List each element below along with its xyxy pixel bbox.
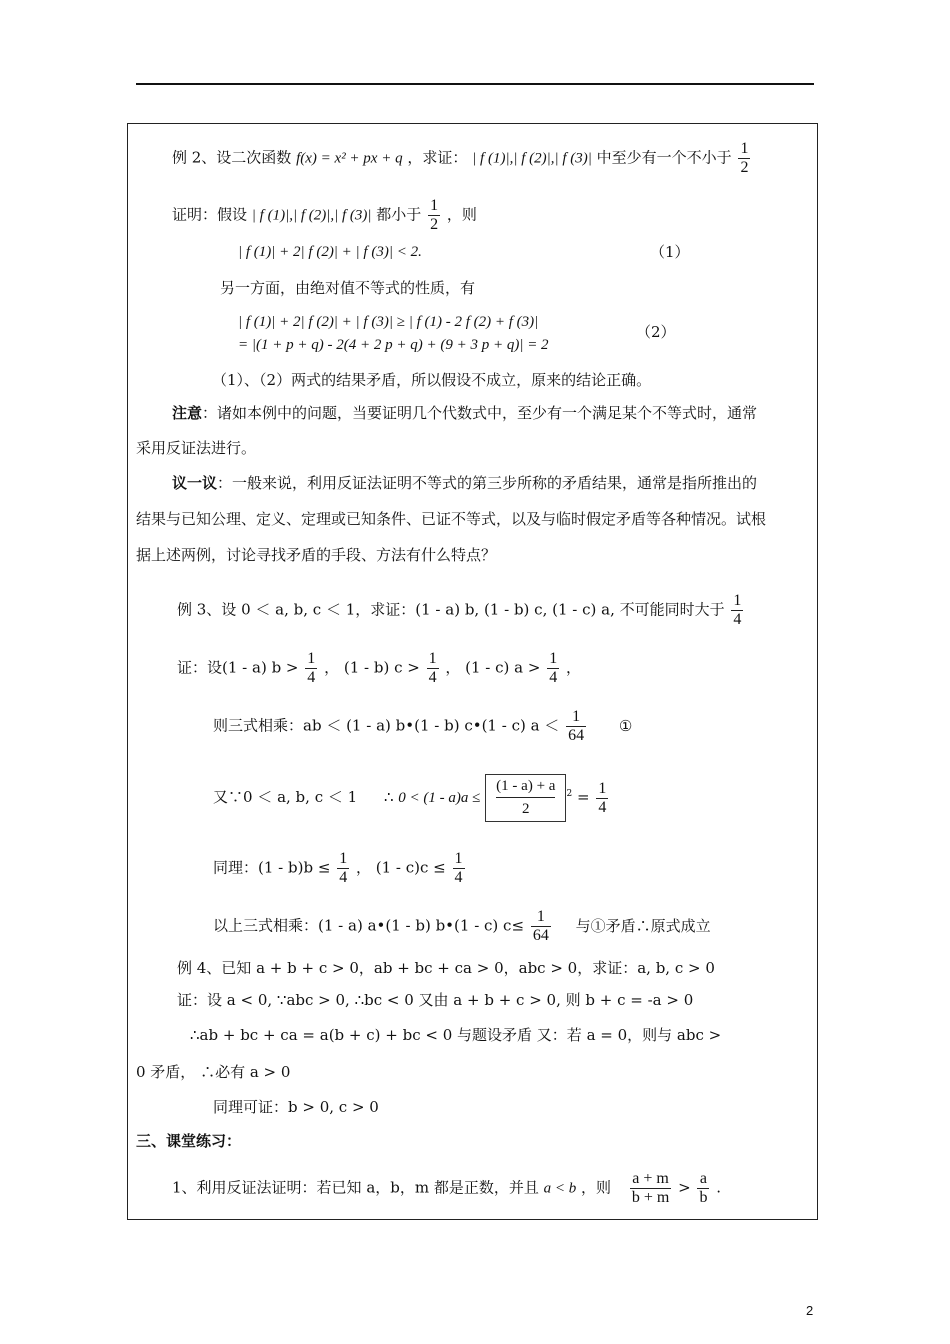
assume-end: ， bbox=[566, 658, 582, 677]
ex3-final bbox=[213, 908, 711, 945]
fraction-numerator: 1 bbox=[307, 650, 316, 667]
assume-2: ， (1 - b) c > bbox=[324, 658, 420, 677]
same-1: 同理：(1 - b)b ≤ bbox=[213, 858, 331, 877]
also-condition: 又∵0 ＜ a, b, c ＜ 1 bbox=[213, 788, 358, 806]
equals-sign: = bbox=[576, 788, 590, 806]
ex2-title bbox=[172, 140, 752, 177]
ex4-proof-3: 0 矛盾， ∴必有 a > 0 bbox=[136, 1063, 291, 1081]
ex4-proof-4: 同理可证：b > 0, c > 0 bbox=[213, 1098, 379, 1116]
fraction-half bbox=[428, 197, 440, 234]
discuss-line-1 bbox=[172, 473, 757, 493]
fraction-quarter bbox=[427, 650, 439, 687]
fraction-quarter bbox=[305, 650, 317, 687]
fraction-denominator: 2 bbox=[430, 216, 439, 233]
fraction-left bbox=[630, 1170, 671, 1207]
ex2-function: f(x) = x² + px + q bbox=[296, 150, 403, 167]
fraction-denominator: 4 bbox=[733, 611, 742, 628]
fraction-numerator: 1 bbox=[566, 708, 586, 727]
fraction-quarter bbox=[596, 780, 608, 817]
fraction-denominator: 4 bbox=[428, 669, 437, 686]
fraction-numerator: a + m bbox=[630, 1170, 671, 1189]
fraction-quarter bbox=[731, 592, 743, 629]
fraction-numerator: a bbox=[697, 1170, 709, 1189]
ex4-proof-1: 证：设 a < 0, ∵abc > 0, ∴bc < 0 又由 a + b + c > 0, 则 b + c = -a > 0 bbox=[177, 991, 694, 1009]
page-number: 2 bbox=[806, 1303, 814, 1318]
square-exponent: 2 bbox=[566, 789, 573, 799]
ex2-prove-label: ，求证： bbox=[407, 148, 468, 167]
multiply-text: 则三式相乘：ab ＜ (1 - a) b•(1 - b) c•(1 - c) a ＜ bbox=[213, 716, 560, 735]
fraction-denominator: 4 bbox=[598, 798, 607, 816]
fraction-numerator: 1 bbox=[531, 908, 551, 927]
fraction-denominator: 64 bbox=[532, 927, 549, 944]
proof-label: 证明：假设 bbox=[172, 205, 248, 224]
proof-then: ，则 bbox=[446, 205, 477, 224]
fraction-denominator: b bbox=[699, 1189, 708, 1206]
fraction-numerator: 1 bbox=[430, 197, 439, 214]
bracket-numerator: (1 - a) + a bbox=[496, 775, 555, 798]
ex2-title-text: 例 2、设二次函数 bbox=[172, 148, 292, 167]
same-2: ， (1 - c)c ≤ bbox=[355, 858, 446, 877]
greater-than: > bbox=[678, 1178, 691, 1197]
proof-abs-list: | f (1)|,| f (2)|,| f (3)| bbox=[251, 207, 372, 224]
fraction-denominator: 64 bbox=[568, 727, 585, 744]
inequality-2a: | f (1)| + 2| f (2)| + | f (3)| ≥ | f (1) - 2 f (2) + f (3)| bbox=[238, 314, 539, 330]
ex3-also bbox=[213, 774, 610, 822]
fraction-quarter bbox=[337, 850, 349, 887]
final-conclusion: 与①矛盾∴原式成立 bbox=[575, 916, 711, 935]
proof-less-than: 都小于 bbox=[376, 205, 422, 224]
bracket-denominator: 2 bbox=[522, 801, 530, 817]
note-text-1: ：诸如本例中的问题，当要证明几个代数式中，至少有一个满足某个不等式时，通常 bbox=[202, 404, 758, 422]
fraction-numerator: 1 bbox=[339, 850, 348, 867]
ex3-same bbox=[213, 850, 467, 887]
fraction-denominator: b + m bbox=[631, 1189, 670, 1206]
practice-q1-then: ，则 bbox=[581, 1178, 612, 1197]
also-inequality: 0 < (1 - a)a ≤ bbox=[398, 790, 481, 806]
circled-one: ① bbox=[618, 716, 633, 735]
fraction-right bbox=[697, 1170, 709, 1207]
equation-tag-1: （1） bbox=[650, 243, 690, 261]
fraction-denominator: 4 bbox=[307, 669, 316, 686]
fraction-denominator: 4 bbox=[549, 669, 558, 686]
period: . bbox=[716, 1178, 722, 1197]
ex3-title bbox=[177, 592, 745, 629]
discuss-label: 议一议 bbox=[172, 474, 218, 492]
practice-q1-text: 1、利用反证法证明：若已知 a，b，m 都是正数，并且 bbox=[172, 1178, 539, 1197]
inequality-1: | f (1)| + 2| f (2)| + | f (3)| < 2. bbox=[238, 244, 422, 260]
note-label: 注意 bbox=[172, 404, 203, 422]
fraction-sixtyfourth bbox=[566, 708, 586, 745]
fraction-numerator: 1 bbox=[454, 850, 463, 867]
equation-tag-2: （2） bbox=[636, 323, 676, 341]
fraction-quarter bbox=[453, 850, 465, 887]
fraction-numerator: 1 bbox=[598, 779, 607, 797]
ex3-assume bbox=[177, 650, 581, 687]
note-text-2: 采用反证法进行。 bbox=[136, 439, 257, 457]
inequality-2b: = |(1 + p + q) - 2(4 + 2 p + q) + (9 + 3 p + q)| = 2 bbox=[238, 337, 549, 353]
assume-1: 证：设(1 - a) b > bbox=[177, 658, 299, 677]
fraction-sixtyfourth bbox=[531, 908, 551, 945]
fraction-numerator: 1 bbox=[740, 140, 749, 157]
fraction-denominator: 2 bbox=[740, 159, 749, 176]
bracket-fraction bbox=[485, 774, 566, 822]
fraction-half bbox=[738, 140, 750, 177]
ex2-conclusion: （1）、（2）两式的结果矛盾，所以假设不成立，原来的结论正确。 bbox=[212, 371, 652, 389]
therefore-symbol: ∴ bbox=[383, 788, 394, 806]
assume-3: ， (1 - c) a > bbox=[445, 658, 541, 677]
ex4-proof-2: ∴ab + bc + ca = a(b + c) + bc < 0 与题设矛盾 又：若 a = 0，则与 abc > bbox=[190, 1026, 722, 1044]
final-product: 以上三式相乘：(1 - a) a•(1 - b) b•(1 - c) c≤ bbox=[213, 916, 525, 935]
ex2-other-hand: 另一方面，由绝对值不等式的性质，有 bbox=[220, 279, 476, 297]
fraction-numerator: 1 bbox=[428, 650, 437, 667]
discuss-text-2: 结果与已知公理、定义、定理或已知条件、已证不等式，以及与临时假定矛盾等各种情况。试根 bbox=[136, 510, 767, 528]
header-rule bbox=[136, 83, 814, 85]
discuss-text-1: ：一般来说，利用反证法证明不等式的第三步所称的矛盾结果，通常是指所推出的 bbox=[217, 474, 758, 492]
fraction-quarter bbox=[547, 650, 559, 687]
fraction-numerator: 1 bbox=[733, 592, 742, 609]
note-line-1 bbox=[172, 403, 757, 423]
ex4-title: 例 4、已知 a + b + c > 0，ab + bc + ca > 0，abc > 0，求证：a, b, c > 0 bbox=[177, 959, 715, 977]
ex3-title-text: 例 3、设 0 ＜ a, b, c ＜ 1，求证：(1 - a) b, (1 - b) c, (1 - c) a, 不可能同时大于 bbox=[177, 600, 725, 619]
ex2-abs-list: | f (1)|,| f (2)|,| f (3)| bbox=[472, 150, 592, 167]
practice-q1-condition: a < b bbox=[543, 1180, 577, 1197]
ex2-claim-text: 中至少有一个不小于 bbox=[596, 148, 732, 167]
fraction-denominator: 4 bbox=[339, 869, 348, 886]
ex2-proof-start bbox=[172, 197, 477, 234]
ex3-multiply bbox=[213, 708, 632, 745]
discuss-text-3: 据上述两例，讨论寻找矛盾的手段、方法有什么特点？ bbox=[136, 546, 497, 564]
practice-heading: 三、课堂练习： bbox=[136, 1132, 242, 1150]
practice-q1 bbox=[172, 1170, 721, 1207]
fraction-numerator: 1 bbox=[549, 650, 558, 667]
fraction-denominator: 4 bbox=[454, 869, 463, 886]
